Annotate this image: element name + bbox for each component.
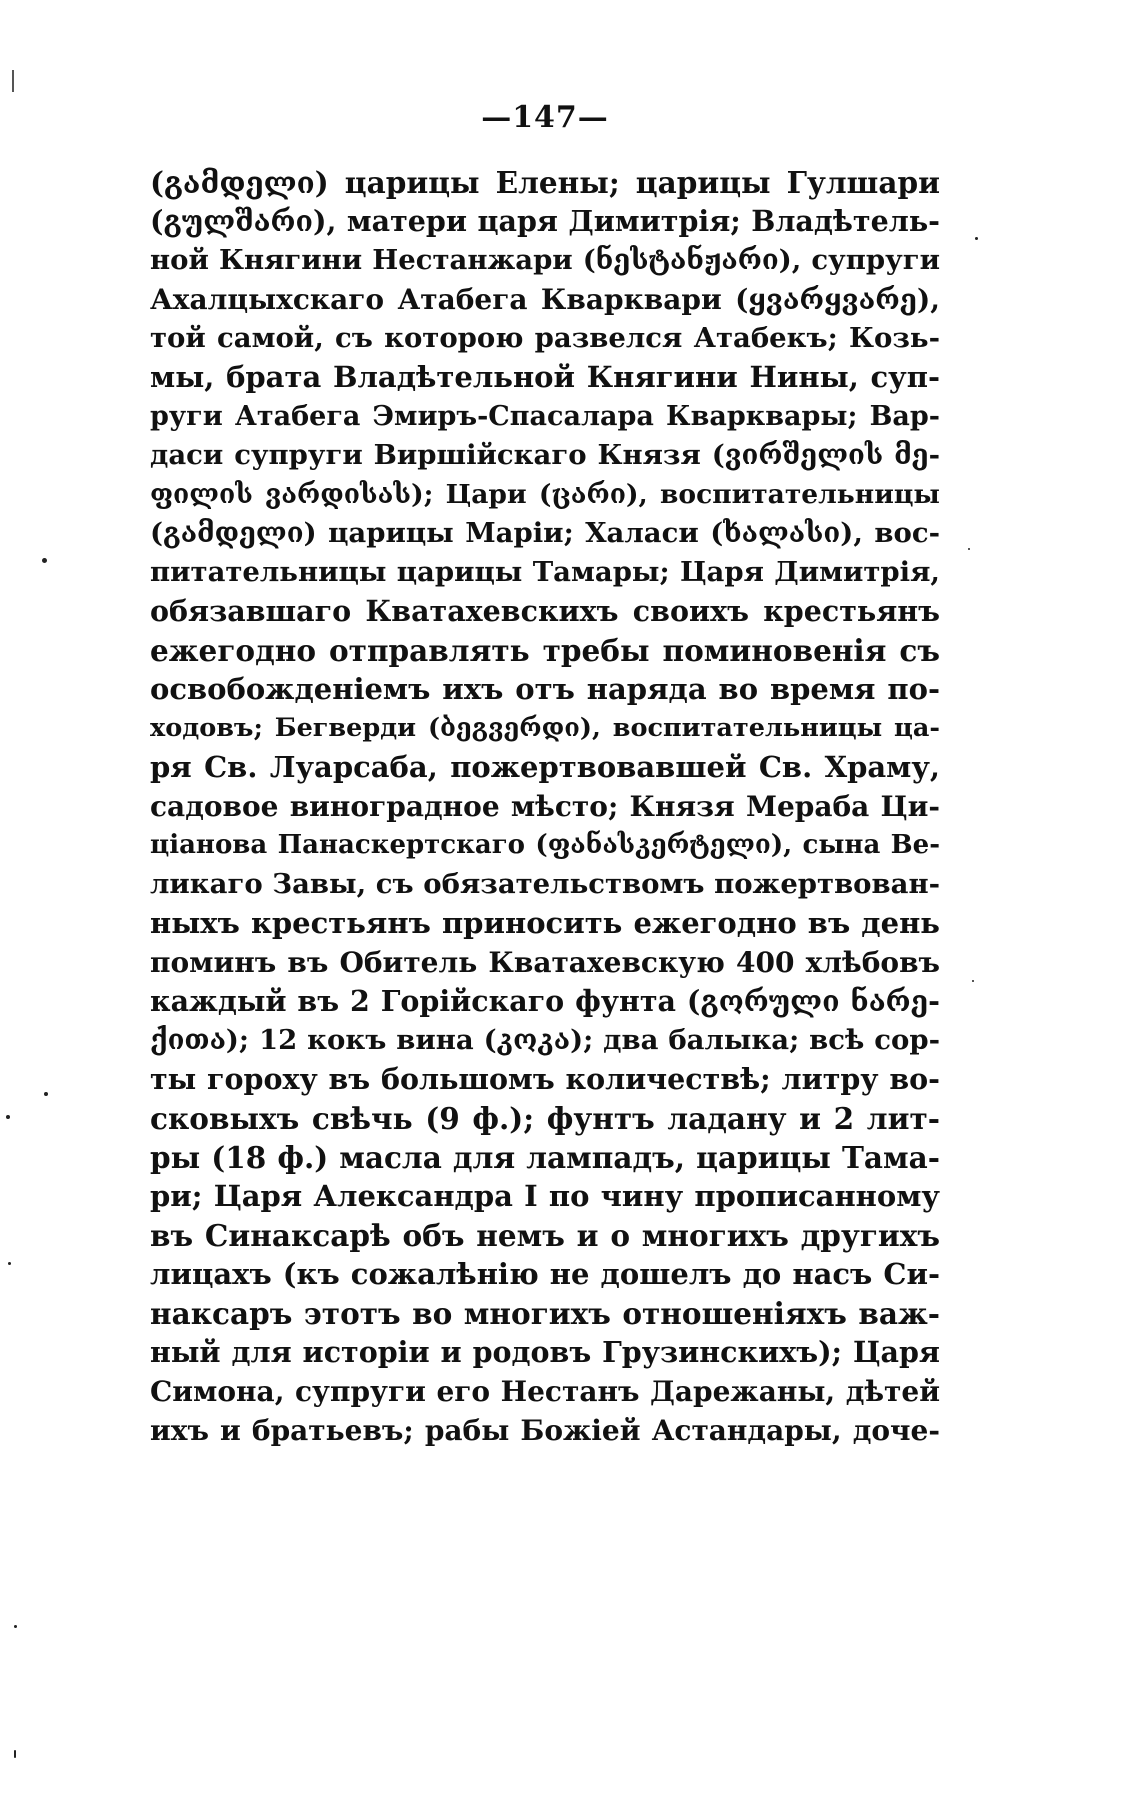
- text-line-29: лицахъ (къ сожалѣнію не дошелъ до насъ Си-: [150, 1257, 940, 1291]
- text-line-28: въ Синаксарѣ объ немъ и о многихъ другихъ: [150, 1218, 940, 1253]
- text-line-14: освобожденіемъ ихъ отъ наряда во время по-: [150, 672, 940, 706]
- text-line-6: мы, брата Владѣтельной Княгини Нины, суп-: [150, 360, 940, 394]
- text-line-1: (გამდელი) царицы Елены; царицы Гулшари: [150, 165, 940, 200]
- text-line-25: сковыхъ свѣчь (9 ф.); фунтъ ладану и 2 лит-: [150, 1101, 940, 1136]
- scan-speck: [6, 1115, 10, 1119]
- text-line-30: наксаръ этотъ во многихъ отношеніяхъ важ-: [150, 1296, 940, 1331]
- text-line-13: ежегодно отправлять требы поминовенія съ: [150, 633, 940, 668]
- text-line-20: ныхъ крестьянъ приносить ежегодно въ день: [150, 906, 940, 940]
- text-line-33: ихъ и братьевъ; рабы Божіей Астандары, доче-: [150, 1414, 940, 1447]
- text-line-3: ной Княгини Нестанжари (ნესტანჟარი), супруги: [150, 244, 940, 276]
- text-line-2: (გულშარი), матери царя Димитрія; Владѣтель-: [150, 204, 940, 238]
- text-line-26: ры (18 ф.) масла для лампадъ, царицы Тама-: [150, 1140, 940, 1175]
- scan-speck: [8, 1262, 11, 1265]
- text-line-16: ря Св. Луарсаба, пожертвовавшей Св. Храму,: [150, 750, 940, 784]
- text-line-9: ფილის ვარდისას); Цари (ცარი), воспитательницы: [150, 479, 940, 510]
- text-line-24: ты гороху въ большомъ количествѣ; литру во-: [150, 1062, 940, 1096]
- scan-speck: [968, 548, 970, 550]
- text-line-27: ри; Царя Александра I по чину прописанному: [150, 1179, 940, 1213]
- page-number: —147—: [481, 100, 609, 135]
- text-line-23: ქითა); 12 кокъ вина (კოკა); два балыка; всѣ сор-: [150, 1024, 940, 1056]
- body-text: [150, 163, 940, 1450]
- text-line-32: Симона, супруги его Нестанъ Дарежаны, дѣтей: [150, 1375, 940, 1408]
- scan-speck: [14, 1750, 16, 1758]
- text-line-17: садовое виноградное мѣсто; Князя Мераба Ци-: [150, 790, 940, 823]
- text-line-18: ціанова Панаскертскаго (ფანასკერტელი), сына Ве-: [150, 830, 940, 860]
- text-line-19: ликаго Завы, съ обязательствомъ пожертвован-: [150, 868, 940, 900]
- text-line-12: обязавшаго Кватахевскихъ своихъ крестьянъ: [150, 594, 940, 628]
- text-line-5: той самой, съ которою развелся Атабекъ; Козь-: [150, 322, 940, 354]
- text-line-31: ный для исторіи и родовъ Грузинскихъ); Царя: [150, 1335, 940, 1369]
- scan-speck: [972, 980, 974, 982]
- text-line-10: (გამდელი) царицы Маріи; Халаси (ხალასი), вос-: [150, 517, 940, 549]
- text-line-21: поминъ въ Обитель Кватахевскую 400 хлѣбовъ: [150, 946, 940, 979]
- scan-speck: [14, 1625, 17, 1628]
- scan-speck: [44, 1092, 48, 1096]
- scan-speck: [42, 558, 47, 563]
- text-line-22: каждый въ 2 Горійскаго фунта (გორული ნარე-: [150, 984, 940, 1018]
- text-line-11: питательницы царицы Тамары; Царя Димитрія,: [150, 556, 940, 588]
- scan-speck: [975, 237, 978, 240]
- text-line-15: ходовъ; Бегверди (ბეგვერდი), воспитательницы ца-: [150, 713, 940, 743]
- text-line-7: руги Атабега Эмиръ-Спасалара Кварквары; Вар-: [150, 401, 940, 432]
- scan-edge-mark: [12, 70, 14, 92]
- text-line-4: Ахалцыхскаго Атабега Кварквари (ყვარყვარე),: [150, 283, 940, 316]
- text-line-8: даси супруги Виршійскаго Князя (ვირშელის მე-: [150, 439, 940, 471]
